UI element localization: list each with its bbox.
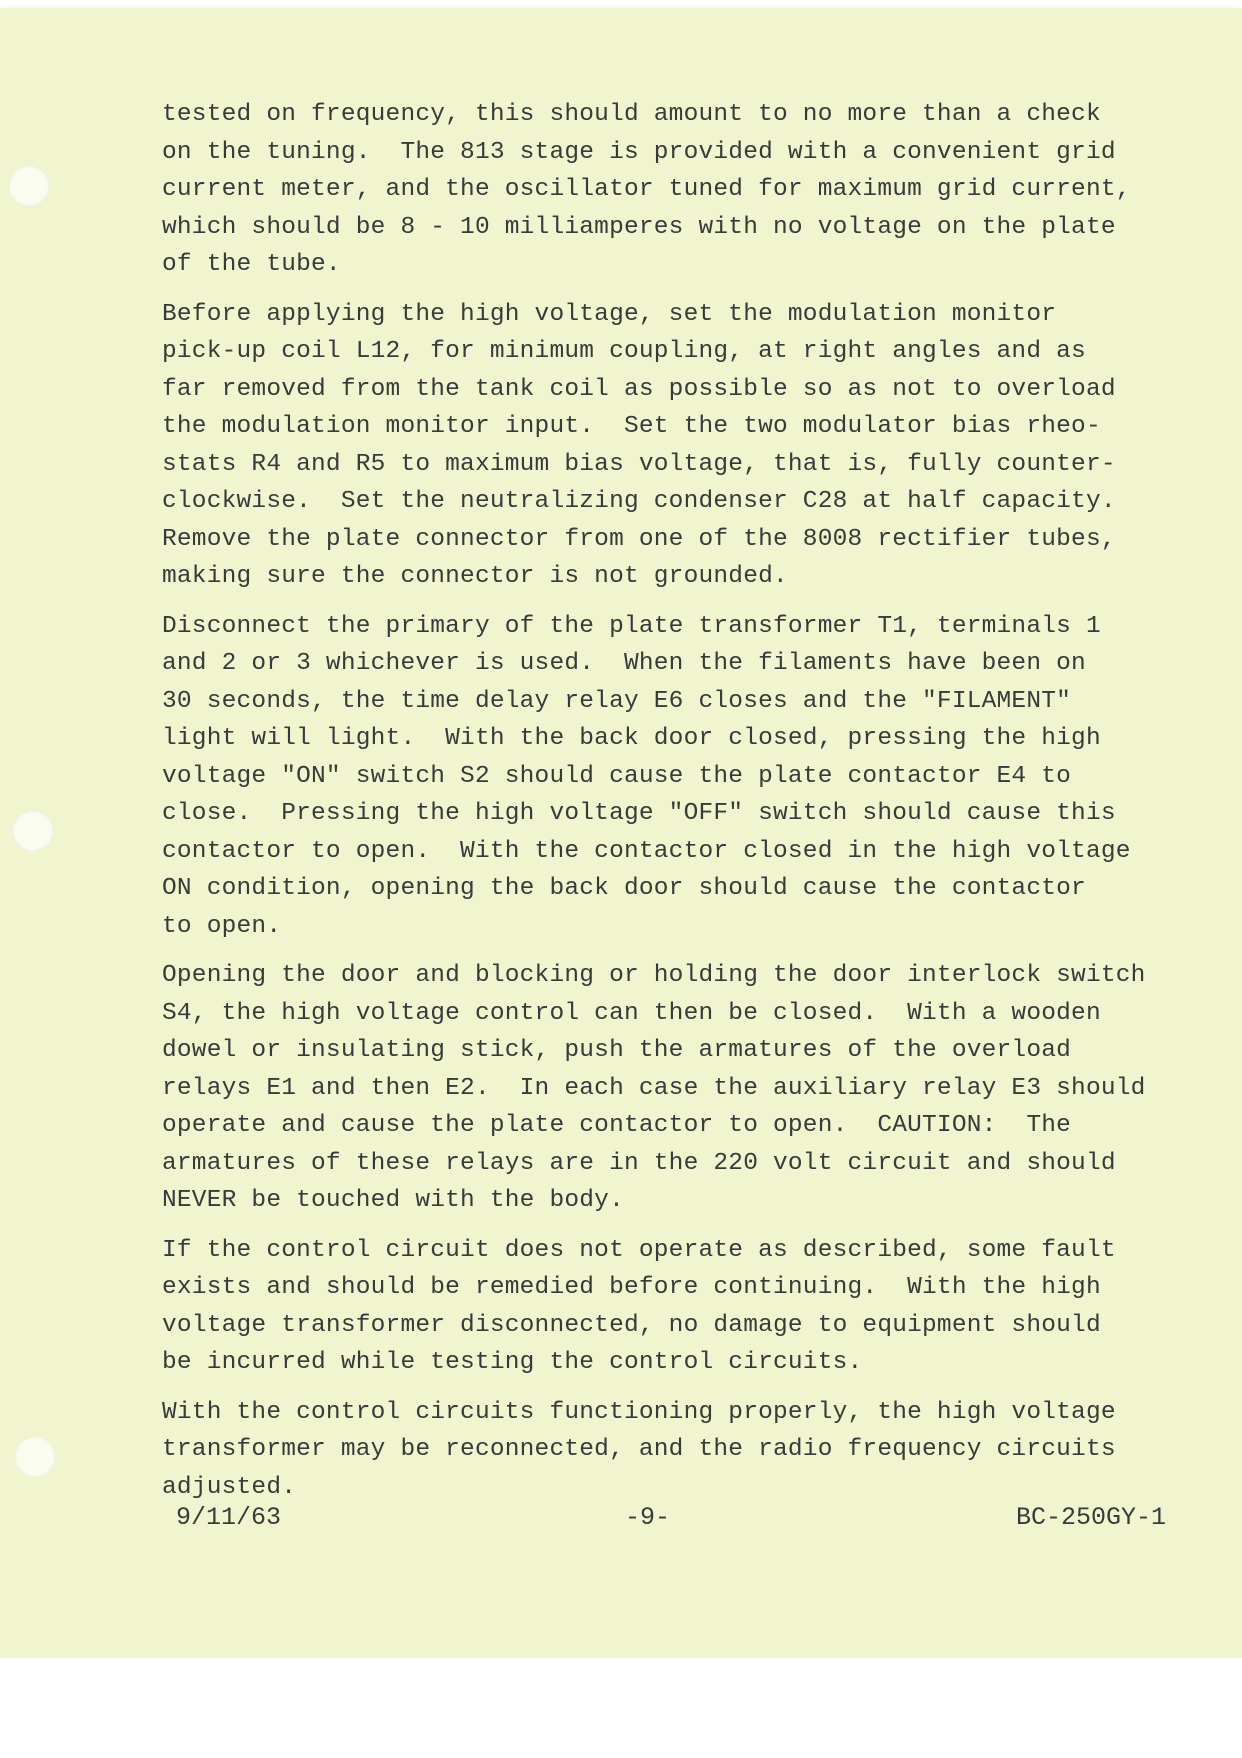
- text-line: to open.: [162, 912, 282, 940]
- punch-hole-middle: [12, 810, 54, 852]
- text-line: far removed from the tank coil as possible so as not to overload: [162, 375, 1116, 403]
- text-line: relays E1 and then E2. In each case the auxiliary relay E3 should: [162, 1074, 1146, 1102]
- text-line: making sure the connector is not grounded.: [162, 563, 788, 590]
- text-line: of the tube.: [162, 251, 341, 278]
- page-margin-bottom: [0, 1658, 1242, 1758]
- text-line: stats R4 and R5 to maximum bias voltage, that is, fully counter-: [162, 450, 1116, 478]
- text-line: contactor to open. With the contactor closed in the high voltage: [162, 837, 1131, 865]
- text-line: clockwise. Set the neutralizing condenser C28 at half capacity.: [162, 488, 1116, 515]
- text-line: voltage "ON" switch S2 should cause the plate contactor E4 to: [162, 762, 1072, 790]
- text-line: armatures of these relays are in the 220 volt circuit and should: [162, 1149, 1116, 1177]
- text-line: the modulation monitor input. Set the two modulator bias rheo-: [162, 413, 1101, 440]
- text-line: current meter, and the oscillator tuned for maximum grid current,: [162, 176, 1131, 203]
- text-line: be incurred while testing the control circuits.: [162, 1349, 863, 1376]
- body-text: [162, 96, 1202, 1518]
- text-line: operate and cause the plate contactor to open. CAUTION: The: [162, 1112, 1072, 1139]
- text-line: exists and should be remedied before continuing. With the high: [162, 1274, 1101, 1301]
- text-line: tested on frequency, this should amount to no more than a check: [162, 101, 1101, 128]
- punch-hole-bottom: [14, 1436, 56, 1478]
- text-line: 30 seconds, the time delay relay E6 closes and the "FILAMENT": [162, 687, 1072, 715]
- text-line: transformer may be reconnected, and the radio frequency circuits: [162, 1436, 1116, 1463]
- text-line: Disconnect the primary of the plate transformer T1, terminals 1: [162, 612, 1101, 640]
- text-line: Opening the door and blocking or holding the door interlock switch: [162, 962, 1146, 989]
- text-line: If the control circuit does not operate as described, some fault: [162, 1236, 1116, 1264]
- text-line: Remove the plate connector from one of the 8008 rectifier tubes,: [162, 525, 1116, 553]
- text-line: adjusted.: [162, 1473, 297, 1501]
- text-line: dowel or insulating stick, push the armatures of the overload: [162, 1037, 1072, 1064]
- text-line: and 2 or 3 whichever is used. When the filaments have been on: [162, 650, 1086, 677]
- text-line: close. Pressing the high voltage "OFF" switch should cause this: [162, 800, 1116, 827]
- text-line: Before applying the high voltage, set the modulation monitor: [162, 300, 1057, 328]
- text-line: light will light. With the back door closed, pressing the high: [162, 725, 1101, 752]
- text-line: With the control circuits functioning properly, the high voltage: [162, 1398, 1116, 1426]
- paragraph: [162, 608, 1202, 946]
- paragraph: [162, 296, 1202, 596]
- text-line: NEVER be touched with the body.: [162, 1187, 624, 1214]
- footer-document-id: BC-250GY-1: [1016, 1503, 1167, 1532]
- document-page: [0, 8, 1242, 1658]
- text-line: on the tuning. The 813 stage is provided with a convenient grid: [162, 138, 1116, 166]
- footer-page-number: -9-: [625, 1503, 671, 1532]
- paragraph: [162, 96, 1202, 284]
- text-line: voltage transformer disconnected, no damage to equipment should: [162, 1311, 1101, 1339]
- text-line: which should be 8 - 10 milliamperes with no voltage on the plate: [162, 213, 1116, 241]
- paragraph: [162, 1394, 1202, 1507]
- text-line: ON condition, opening the back door should cause the contactor: [162, 875, 1086, 902]
- paragraph: [162, 1232, 1202, 1382]
- punch-hole-top: [8, 165, 50, 207]
- footer-date: 9/11/63: [176, 1503, 282, 1532]
- text-line: S4, the high voltage control can then be closed. With a wooden: [162, 999, 1101, 1027]
- paragraph: [162, 957, 1202, 1220]
- text-line: pick-up coil L12, for minimum coupling, at right angles and as: [162, 338, 1086, 365]
